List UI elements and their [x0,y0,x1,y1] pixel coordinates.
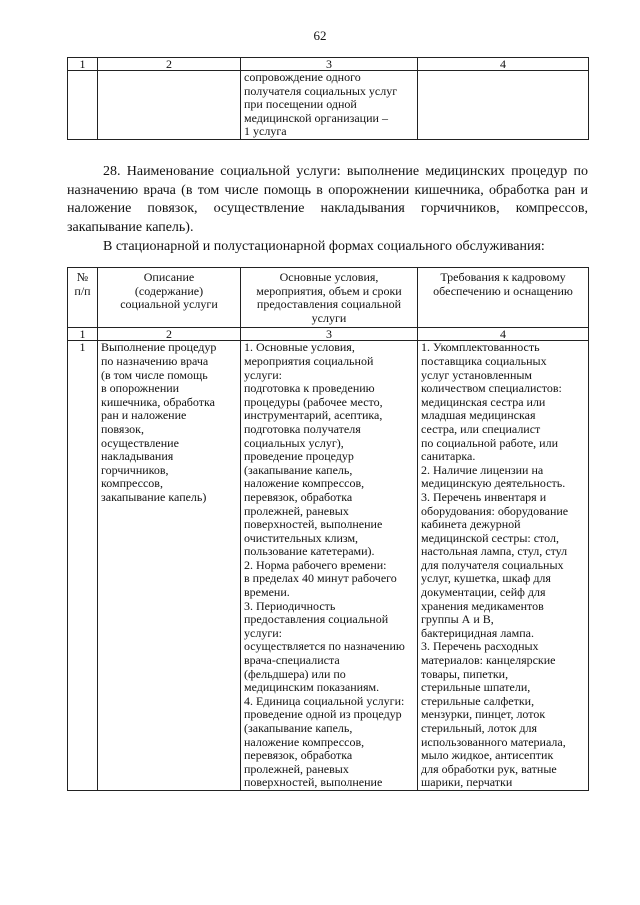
text-line: инструментарий, асептика, [244,408,383,423]
column-number-row [68,58,589,71]
text-line: проведение процедур [244,449,354,464]
text-line: по назначению врача [101,353,209,368]
empty-cell [418,71,589,140]
column-number: 2 [98,58,241,71]
text-line: кишечника, обработка [101,394,215,409]
table-row [68,71,589,140]
header-number [68,268,98,328]
text-line: поставщика социальных [421,353,547,368]
text-line: социальных услуг), [244,435,344,450]
text-line: медицинской сестры: стол, [421,530,559,545]
text-line: в опорожнении [101,381,180,396]
text-line: услуг, кушетка, шкаф для [421,571,551,586]
text-line: очистительных клизм, [244,530,359,545]
empty-cell [98,71,241,140]
text-line: обеспечению и оснащению [433,283,573,298]
text-line: перевязок, обработка [244,748,353,763]
header-requirements [418,268,589,328]
text-line: 2. Наличие лицензии на [421,462,544,477]
text-line: сестра, или специалист [421,421,541,436]
text-line: № [76,270,89,284]
text-line: мероприятия, объем и сроки [256,283,402,298]
text-line: предоставления социальной [256,297,402,312]
text-line: повязок, [101,421,144,436]
conditions-cell [241,341,418,791]
text-line: Основные условия, [279,270,379,284]
text-line: 3. Периодичность [244,598,336,613]
text-line: (фельдшера) или по [244,666,346,681]
text-line: стерильные шпатели, [421,680,531,695]
text-line: оборудования: оборудование [421,503,569,518]
text-line: для обработки рук, ватные [421,761,557,776]
text-line: 1. Укомплектованность [421,340,540,355]
section-title: 28. Наименование социальной услуги: выполнение медицинских процедур по назначению врача (в том числе помощь в опорожнении кишечника, обработка ран и наложение повязок, осуществление накладывания горчичников, компрессов, закапывание капель). [67,164,588,235]
text-line: 4. Единица социальной услуги: [244,693,405,708]
text-line: документации, сейф для [421,585,546,600]
text-line: поверхностей, выполнение [244,775,383,790]
header-row [68,268,589,328]
text-line: перевязок, обработка [244,489,353,504]
text-line: Выполнение процедур [101,340,217,355]
text-line: бактерицидная лампа. [421,625,534,640]
text-line: шарики, перчатки [421,775,513,790]
text-line: услуг установленным [421,367,533,382]
text-line: (закапывание капель, [244,462,353,477]
column-number: 3 [241,328,418,341]
text-line: подготовка к проведению [244,381,375,396]
text-line: получателя социальных услуг [244,83,398,98]
text-line: 1. Основные условия, [244,340,355,355]
text-line: услуги: [244,367,282,382]
description-cell [98,341,241,791]
text-line: услуги: [244,625,282,640]
text-line: Требования к кадровому [440,270,566,284]
text-line: (в том числе помощь [101,367,208,382]
text-line: настольная лампа, стул, стул [421,544,568,559]
text-line: поверхностей, выполнение [244,517,383,532]
text-line: 2. Норма рабочего времени: [244,557,387,572]
text-line: младшая медицинская [421,408,536,423]
text-line: услуги [311,310,347,325]
text-line: осуществляется по назначению [244,639,405,654]
text-line: группы А и В, [421,612,494,627]
continuation-table [67,57,589,140]
text-line: использованного материала, [421,734,566,749]
text-line: по социальной работе, или [421,435,559,450]
text-line: при посещении одной [244,97,357,112]
text-line: (содержание) [134,283,204,298]
empty-cell [68,71,98,140]
text-line: стерильные салфетки, [421,693,535,708]
text-line: санитарка. [421,449,476,464]
text-line: Описание [143,270,195,284]
text-line: кабинета дежурной [421,517,521,532]
text-line: мероприятия социальной [244,353,374,368]
row-number: 1 [68,341,98,791]
requirements-cell [418,341,589,791]
text-line: медицинская сестра или [421,394,546,409]
page-number: 62 [313,28,327,43]
text-line: проведение одной из процедур [244,707,402,722]
text-line: закапывание капель) [101,489,207,504]
text-line: стерильный, лоток для [421,721,538,735]
column-number: 1 [68,58,98,71]
column-number: 1 [68,328,98,341]
column-number: 4 [418,58,589,71]
text-line: (закапывание капель, [244,721,353,735]
conditions-cell [241,71,418,140]
section-subtitle: В стационарной и полустационарной формах социального обслуживания: [103,239,545,254]
text-line: предоставления социальной [244,612,389,627]
text-line: врача-специалиста [244,653,340,668]
text-line: накладывания [101,449,174,464]
text-line: социальной услуги [120,297,218,312]
text-line: мыло жидкое, антисептик [421,748,554,763]
service-table [67,267,589,791]
column-number: 2 [98,328,241,341]
text-line: пролежней, раневых [244,761,349,776]
text-line: горчичников, [101,462,169,477]
text-line: товары, пипетки, [421,666,509,681]
text-line: процедуры (рабочее место, [244,394,383,409]
text-line: медицинской организации – [244,110,388,125]
text-line: 3. Перечень инвентаря и [421,489,547,504]
header-conditions [241,268,418,328]
text-line: пролежней, раневых [244,503,349,518]
column-number-row [68,328,589,341]
text-line: п/п [74,283,91,298]
text-line: хранения медикаментов [421,598,544,613]
text-line: мензурки, пинцет, лоток [421,707,546,722]
text-line: 1 услуга [244,124,287,139]
text-line: в пределах 40 минут рабочего [244,571,397,586]
text-line: для получателя социальных [421,557,564,572]
column-number: 3 [241,58,418,71]
text-line: ран и наложение [101,408,187,423]
text-line: количеством специалистов: [421,381,562,396]
column-number: 4 [418,328,589,341]
text-line: материалов: канцелярские [421,653,556,668]
text-line: медицинскую деятельность. [421,476,566,491]
table-row [68,341,589,791]
text-line: компрессов, [101,476,163,491]
text-line: сопровождение одного [244,70,361,84]
text-line: медицинским показаниям. [244,680,380,695]
text-line: 3. Перечень расходных [421,639,539,654]
text-line: наложение компрессов, [244,734,365,749]
text-line: подготовка получателя [244,421,361,436]
text-line: наложение компрессов, [244,476,365,491]
text-line: пользование катетерами). [244,544,375,559]
text-line: осуществление [101,435,179,450]
header-description [98,268,241,328]
text-line: времени. [244,585,290,600]
